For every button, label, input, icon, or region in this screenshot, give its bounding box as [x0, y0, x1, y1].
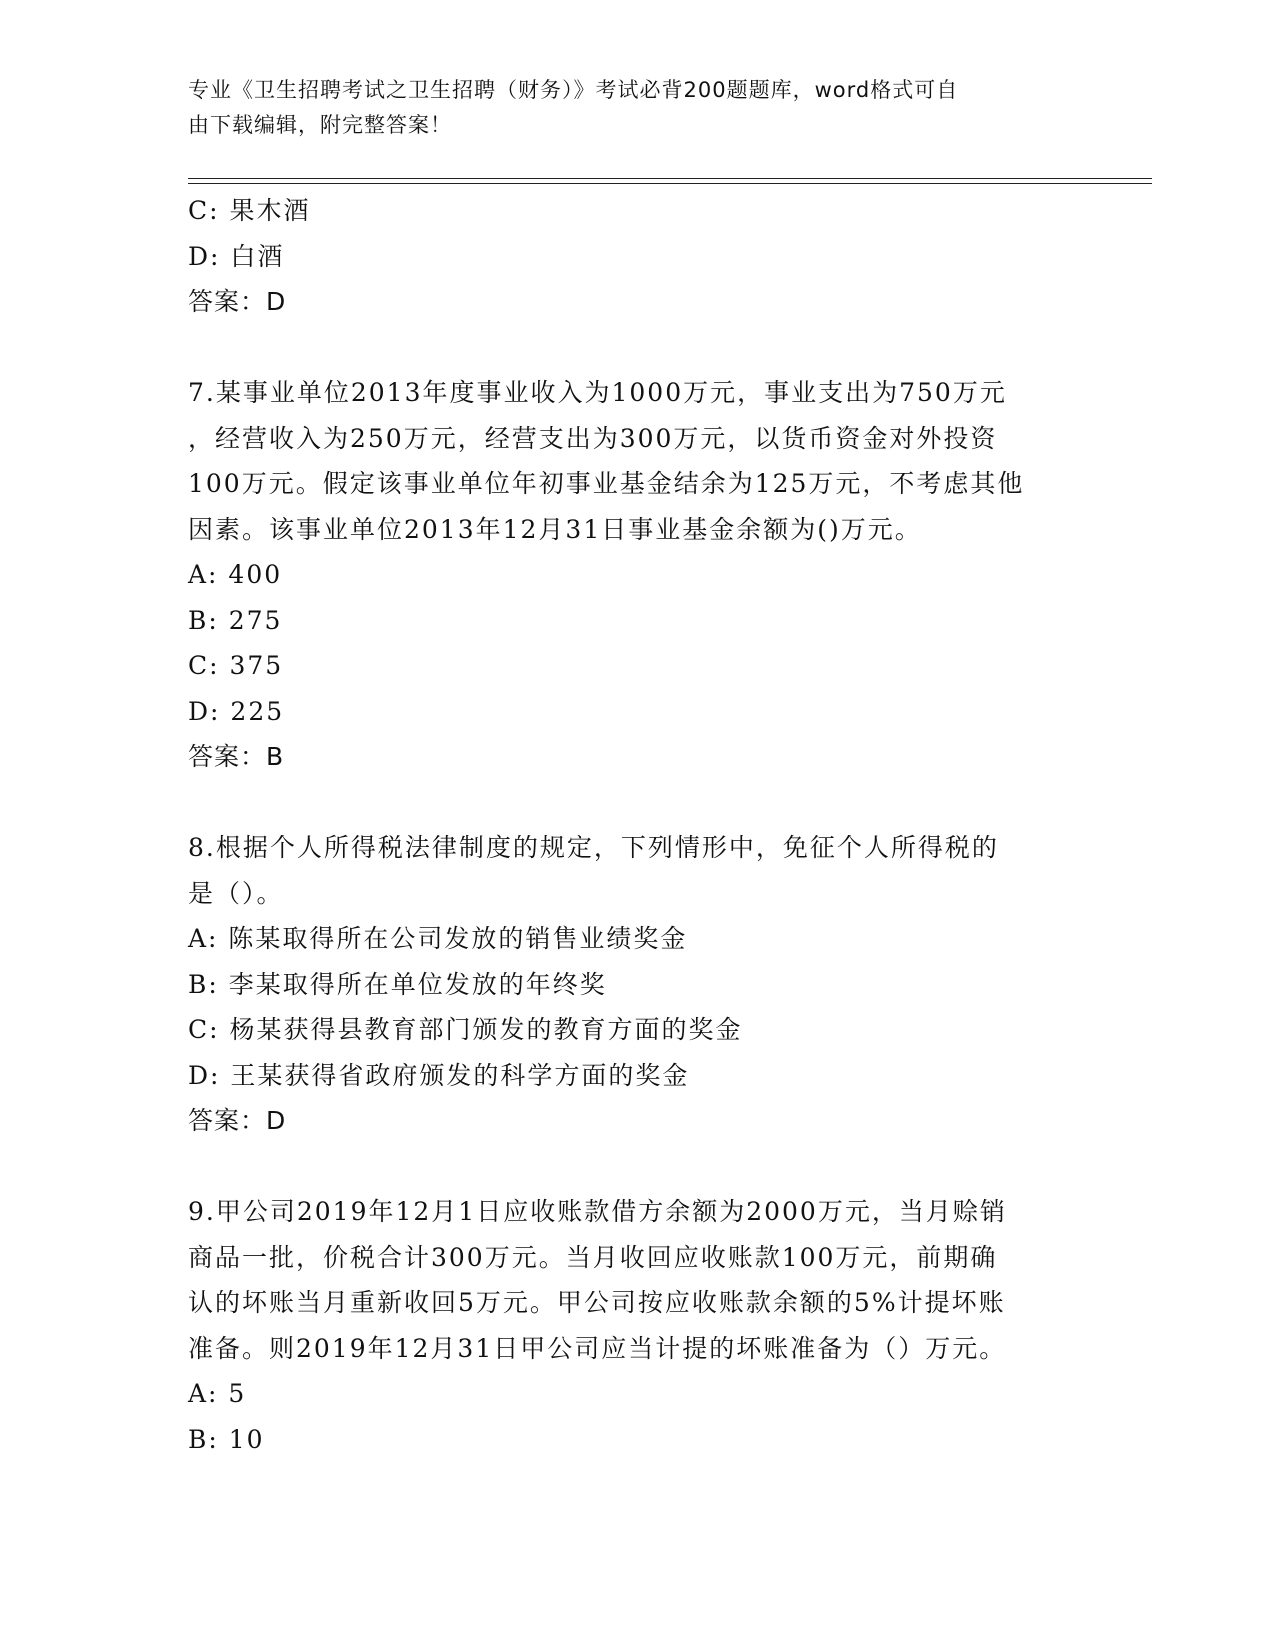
option-d: D: 白酒: [188, 241, 285, 271]
option-a: A: 陈某取得所在公司发放的销售业绩奖金: [188, 924, 688, 953]
question-text-line: 商品一批，价税合计300万元。当月收回应收账款100万元，前期确: [188, 1242, 998, 1272]
question-7: [188, 370, 1088, 780]
spacer: [188, 325, 1088, 371]
question-9: [188, 1189, 1088, 1462]
option-b: B: 10: [188, 1424, 265, 1454]
question-text-line: 7.某事业单位2013年度事业收入为1000万元，事业支出为750万元: [188, 378, 1007, 407]
header-line-1: 专业《卫生招聘考试之卫生招聘（财务）》考试必背200题题库，word格式可自: [188, 78, 959, 102]
answer-line: 答案：B: [188, 742, 285, 771]
document-body: [188, 188, 1088, 1462]
document-header: [188, 73, 1068, 143]
spacer: [188, 780, 1088, 826]
question-text-line: 是（）。: [188, 878, 284, 908]
previous-question-tail: [188, 188, 1088, 325]
question-text-line: 因素。该事业单位2013年12月31日事业基金余额为()万元。: [188, 514, 922, 544]
header-divider-top: [188, 178, 1152, 179]
option-c: C: 果木酒: [188, 196, 311, 225]
option-a: A: 5: [188, 1379, 247, 1408]
question-8: [188, 825, 1088, 1144]
answer-line: 答案：D: [188, 287, 287, 316]
question-text-line: 认的坏账当月重新收回5万元。甲公司按应收账款余额的5%计提坏账: [188, 1288, 1006, 1317]
question-text-line: 8.根据个人所得税法律制度的规定，下列情形中，免征个人所得税的: [188, 833, 999, 862]
answer-line: 答案：D: [188, 1106, 287, 1135]
question-text-line: 100万元。假定该事业单位年初事业基金结余为125万元，不考虑其他: [188, 469, 1025, 498]
question-text-line: 9.甲公司2019年12月1日应收账款借方余额为2000万元，当月赊销: [188, 1197, 1007, 1226]
question-text-line: 准备。则2019年12月31日甲公司应当计提的坏账准备为（）万元。: [188, 1333, 1007, 1363]
option-b: B: 275: [188, 605, 283, 635]
option-c: C: 杨某获得县教育部门颁发的教育方面的奖金: [188, 1015, 743, 1044]
option-b: B: 李某取得所在单位发放的年终奖: [188, 969, 607, 999]
option-c: C: 375: [188, 651, 284, 680]
option-d: D: 225: [188, 696, 285, 726]
question-text-line: ，经营收入为250万元，经营支出为300万元，以货币资金对外投资: [188, 423, 998, 453]
header-line-2: 由下载编辑，附完整答案！: [188, 113, 452, 137]
spacer: [188, 1144, 1088, 1190]
option-a: A: 400: [188, 560, 283, 589]
option-d: D: 王某获得省政府颁发的科学方面的奖金: [188, 1060, 690, 1090]
header-divider-bottom: [188, 183, 1152, 184]
